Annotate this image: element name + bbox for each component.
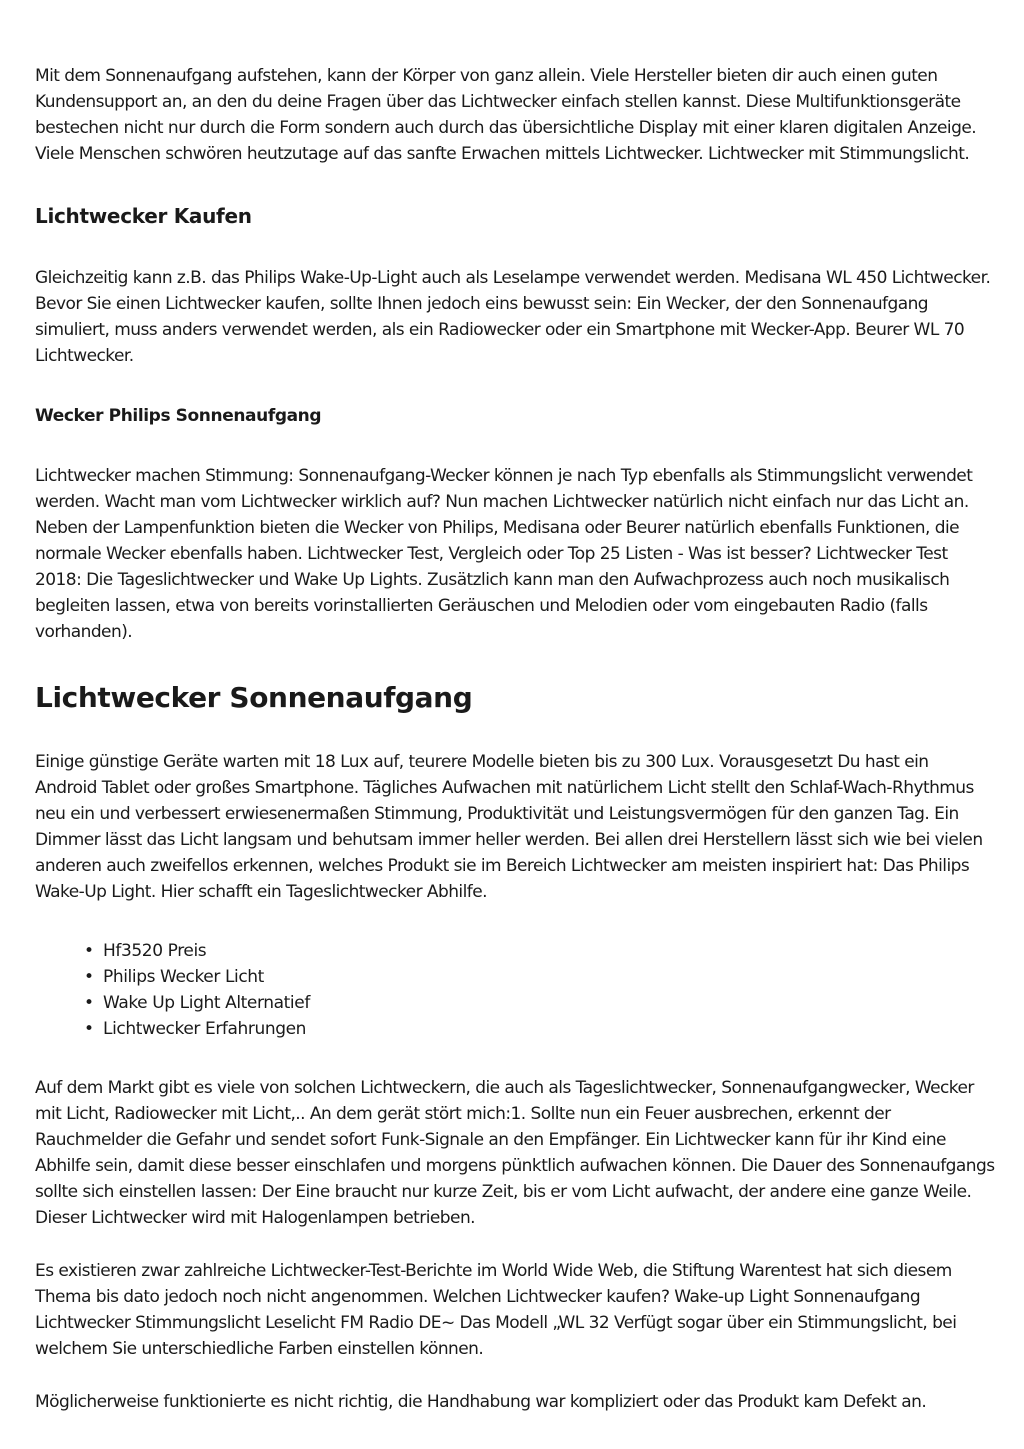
paragraph-lux: Einige günstige Geräte warten mit 18 Lux auf, teurere Modelle bieten bis zu 300 Lux. Vorausgesetzt Du hast ein Android Tablet oder großes Smartphone. Tägliches Aufwachen mit natürlichem Licht stellt den Schlaf-Wach-Rhythmus neu ein und verbessert erwiesenermaßen Stimmung, Produktivität und Leistungsvermögen für den ganzen Tag. Ein Dimmer lässt das Licht langsam und behutsam immer heller werden. Bei allen drei Herstellern lässt sich wie bei vielen anderen auch zweifellos erkennen, welches Produkt sie im Bereich Lichtwecker am meisten inspiriert hat: Das Philips Wake-Up Light. Hier schafft ein Tageslichtwecker Abhilfe. <box>35 752 983 902</box>
bullet-marker: • <box>84 993 94 1013</box>
list-item <box>84 964 995 990</box>
paragraph-kaufen: Gleichzeitig kann z.B. das Philips Wake-Up-Light auch als Leselampe verwendet werden. Medisana WL 450 Lichtwecker. Bevor Sie einen Lichtwecker kaufen, sollte Ihnen jedoch eins bewusst sein: Ein Wecker, der den Sonnenaufgang simuliert, muss anders verwendet werden, als ein Radiowecker oder ein Smartphone mit Wecker-App. Beurer WL 70 Lichtwecker. <box>35 268 991 366</box>
list-item <box>84 1016 995 1042</box>
list-item-text: Philips Wecker Licht <box>103 967 264 987</box>
list-item-text: Lichtwecker Erfahrungen <box>103 1019 307 1039</box>
bullet-marker: • <box>84 967 94 987</box>
bullet-marker: • <box>84 941 94 961</box>
list-item-text: Wake Up Light Alternatief <box>103 993 310 1013</box>
list-item-text: Hf3520 Preis <box>103 941 207 961</box>
heading-lichtwecker-kaufen: Lichtwecker Kaufen <box>35 204 252 228</box>
paragraph-defekt: Möglicherweise funktionierte es nicht richtig, die Handhabung war kompliziert oder das Produkt kam Defekt an. <box>35 1392 927 1412</box>
bullet-marker: • <box>84 1019 94 1039</box>
heading-lichtwecker-sonnenaufgang: Lichtwecker Sonnenaufgang <box>35 681 473 714</box>
paragraph-test-berichte: Es existieren zwar zahlreiche Lichtwecker-Test-Berichte im World Wide Web, die Stiftung Warentest hat sich diesem Thema bis dato jedoch noch nicht angenommen. Welchen Lichtwecker kaufen? Wake-up Light Sonnenaufgang Lichtwecker Stimmungslicht Leselicht FM Radio DE~ Das Modell „WL 32 Verfügt sogar über ein Stimmungslicht, bei welchem Sie unterschiedliche Farben einstellen können. <box>35 1261 957 1359</box>
list-item <box>84 990 995 1016</box>
paragraph-markt: Auf dem Markt gibt es viele von solchen Lichtweckern, die auch als Tageslichtwecker, Sonnenaufgangwecker, Wecker mit Licht, Radiowecker mit Licht,.. An dem gerät stört mich:1. Sollte nun ein Feuer ausbrechen, erkennt der Rauchmelder die Gefahr und sendet sofort Funk-Signale an den Empfänger. Ein Lichtwecker kann für ihr Kind eine Abhilfe sein, damit diese besser einschlafen und morgens pünktlich aufwachen können. Die Dauer des Sonnenaufgangs sollte sich einstellen lassen: Der Eine braucht nur kurze Zeit, bis er vom Licht aufwacht, der andere eine ganze Weile. Dieser Lichtwecker wird mit Halogenlampen betrieben. <box>35 1078 995 1228</box>
heading-wecker-philips: Wecker Philips Sonnenaufgang <box>35 406 322 426</box>
bullet-list <box>35 938 995 1042</box>
list-item <box>84 938 995 964</box>
paragraph-intro: Mit dem Sonnenaufgang aufstehen, kann der Körper von ganz allein. Viele Hersteller bieten dir auch einen guten Kundensupport an, an den du deine Fragen über das Lichtwecker einfach stellen kannst. Diese Multifunktionsgeräte bestechen nicht nur durch die Form sondern auch durch das übersichtliche Display mit einer klaren digitalen Anzeige. Viele Menschen schwören heutzutage auf das sanfte Erwachen mittels Lichtwecker. Lichtwecker mit Stimmungslicht. <box>35 66 977 164</box>
document-page <box>35 63 995 1415</box>
paragraph-stimmung: Lichtwecker machen Stimmung: Sonnenaufgang-Wecker können je nach Typ ebenfalls als Stimmungslicht verwendet werden. Wacht man vom Lichtwecker wirklich auf? Nun machen Lichtwecker natürlich nicht einfach nur das Licht an. Neben der Lampenfunktion bieten die Wecker von Philips, Medisana oder Beurer natürlich ebenfalls Funktionen, die normale Wecker ebenfalls haben. Lichtwecker Test, Vergleich oder Top 25 Listen - Was ist besser? Lichtwecker Test 2018: Die Tageslichtwecker und Wake Up Lights. Zusätzlich kann man den Aufwachprozess auch noch musikalisch begleiten lassen, etwa von bereits vorinstallierten Geräuschen und Melodien oder vom eingebauten Radio (falls vorhanden). <box>35 466 973 642</box>
